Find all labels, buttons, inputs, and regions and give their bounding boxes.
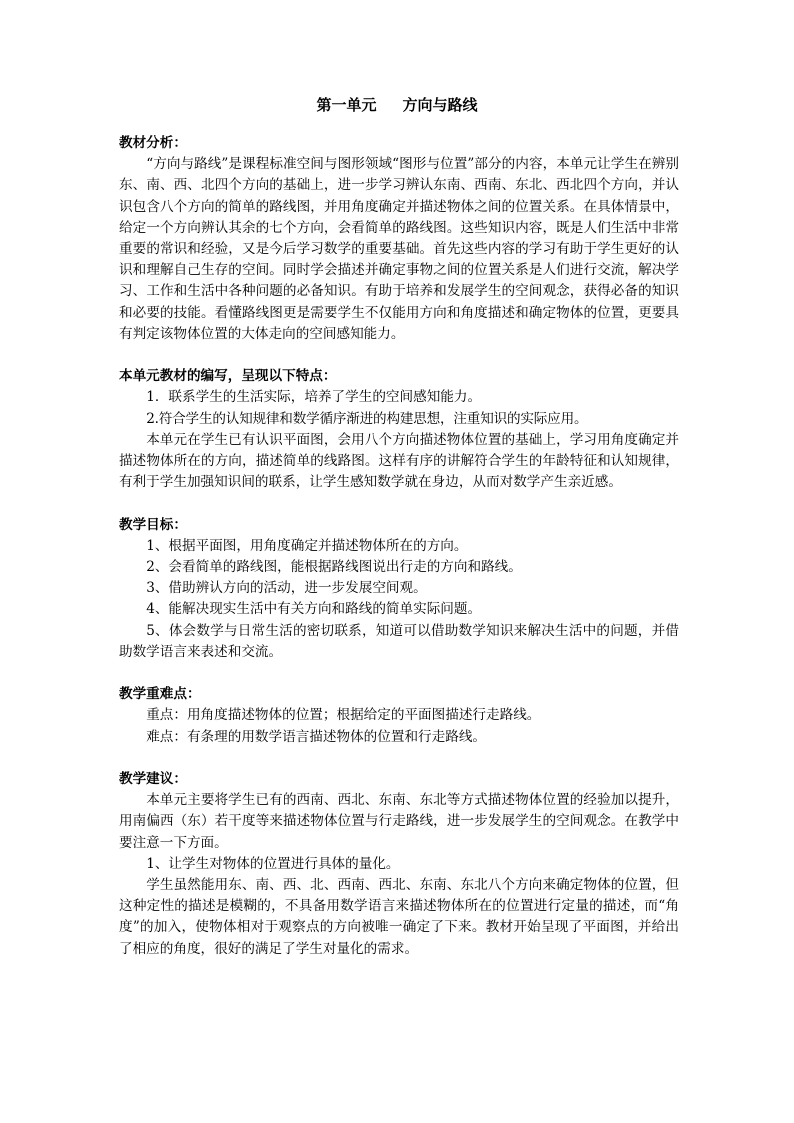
page-title xyxy=(0,94,794,115)
document-body xyxy=(119,133,679,960)
suggestions-paragraph-1: 本单元主要将学生已有的西南、西北、东南、东北等方式描述物体位置的经验加以提升，用南偏西（东）若干度等来描述物体位置与行走路线，进一步发展学生的空间观念。在教学中要注意一下方面。 xyxy=(119,792,679,851)
goals-item-1: 1、根据平面图，用角度确定并描述物体所在的方向。 xyxy=(146,537,468,554)
title-unit: 第一单元 xyxy=(316,96,377,114)
features-item-2: 2.符合学生的认知规律和数学循序渐进的构建思想，注重知识的实际应用。 xyxy=(146,410,588,427)
features-paragraph: 本单元在学生已有认识平面图，会用八个方向描述物体位置的基础上，学习用角度确定并描述物体所在的方向，描述简单的线路图。这样有序的讲解符合学生的年龄特征和认知规律，有利于学生加强知识间的联系，让学生感知数学就在身边，从而对数学产生亲近感。 xyxy=(119,431,679,491)
suggestions-heading: 教学建议： xyxy=(119,771,187,788)
keypoints-key: 重点：用角度描述物体的位置；根据给定的平面图描述行走路线。 xyxy=(146,707,541,724)
title-topic: 方向与路线 xyxy=(402,96,478,114)
analysis-paragraph: “方向与路线”是课程标准空间与图形领域“图形与位置”部分的内容，本单元让学生在辨别东、南、西、北四个方向的基础上，进一步学习辨认东南、西南、东北、西北四个方向，并认识包含八个方向的简单的路线图，并用角度确定并描述物体之间的位置关系。在具体情景中，给定一个方向辨认其余的七个方向，会看简单的路线图。这些知识内容，既是人们生活中非常重要的常识和经验，又是今后学习数学的重要基础。首先这些内容的学习有助于学生更好的认识和理解自己生存的空间。同时学会描述并确定事物之间的位置关系是人们进行交流，解决学习、工作和生活中各种问题的必备知识。有助于培养和发展学生的空间观念，获得必备的知识和必要的技能。看懂路线图更是需要学生不仅能用方向和角度描述和确定物体的位置，更要具有判定该物体位置的大体走向的空间感知能力。 xyxy=(119,156,679,342)
analysis-heading: 教材分析： xyxy=(119,135,187,151)
suggestions-paragraph-2: 学生虽然能用东、南、西、北、西南、西北、东南、东北八个方向来确定物体的位置，但这种定性的描述是模糊的，不具备用数学语言来描述物体所在的位置进行定量的描述，而“角度”的加入，使物体相对于观察点的方向被唯一确定了下来。教材开始呈现了平面图，并给出了相应的角度，很好的满足了学生对量化的需求。 xyxy=(119,877,679,957)
keypoints-difficult: 难点：有条理的用数学语言描述物体的位置和行走路线。 xyxy=(146,728,487,745)
features-item-1: 1．联系学生的生活实际，培养了学生的空间感知能力。 xyxy=(146,389,482,406)
features-heading: 本单元教材的编写，呈现以下特点： xyxy=(119,368,337,385)
goals-item-3: 3、借助辨认方向的活动，进一步发展空间观。 xyxy=(146,580,427,597)
goals-item-5: 5、体会数学与日常生活的密切联系，知道可以借助数学知识来解决生活中的问题，并借助数学语言来表述和交流。 xyxy=(119,622,679,660)
goals-heading: 教学目标： xyxy=(119,516,187,533)
goals-item-4: 4、能解决现实生活中有关方向和路线的简单实际问题。 xyxy=(146,601,482,618)
keypoints-heading: 教学重难点： xyxy=(119,686,201,703)
goals-item-2: 2、会看简单的路线图，能根据路线图说出行走的方向和路线。 xyxy=(146,559,522,576)
suggestions-item-1: 1、让学生对物体的位置进行具体的量化。 xyxy=(146,855,400,872)
